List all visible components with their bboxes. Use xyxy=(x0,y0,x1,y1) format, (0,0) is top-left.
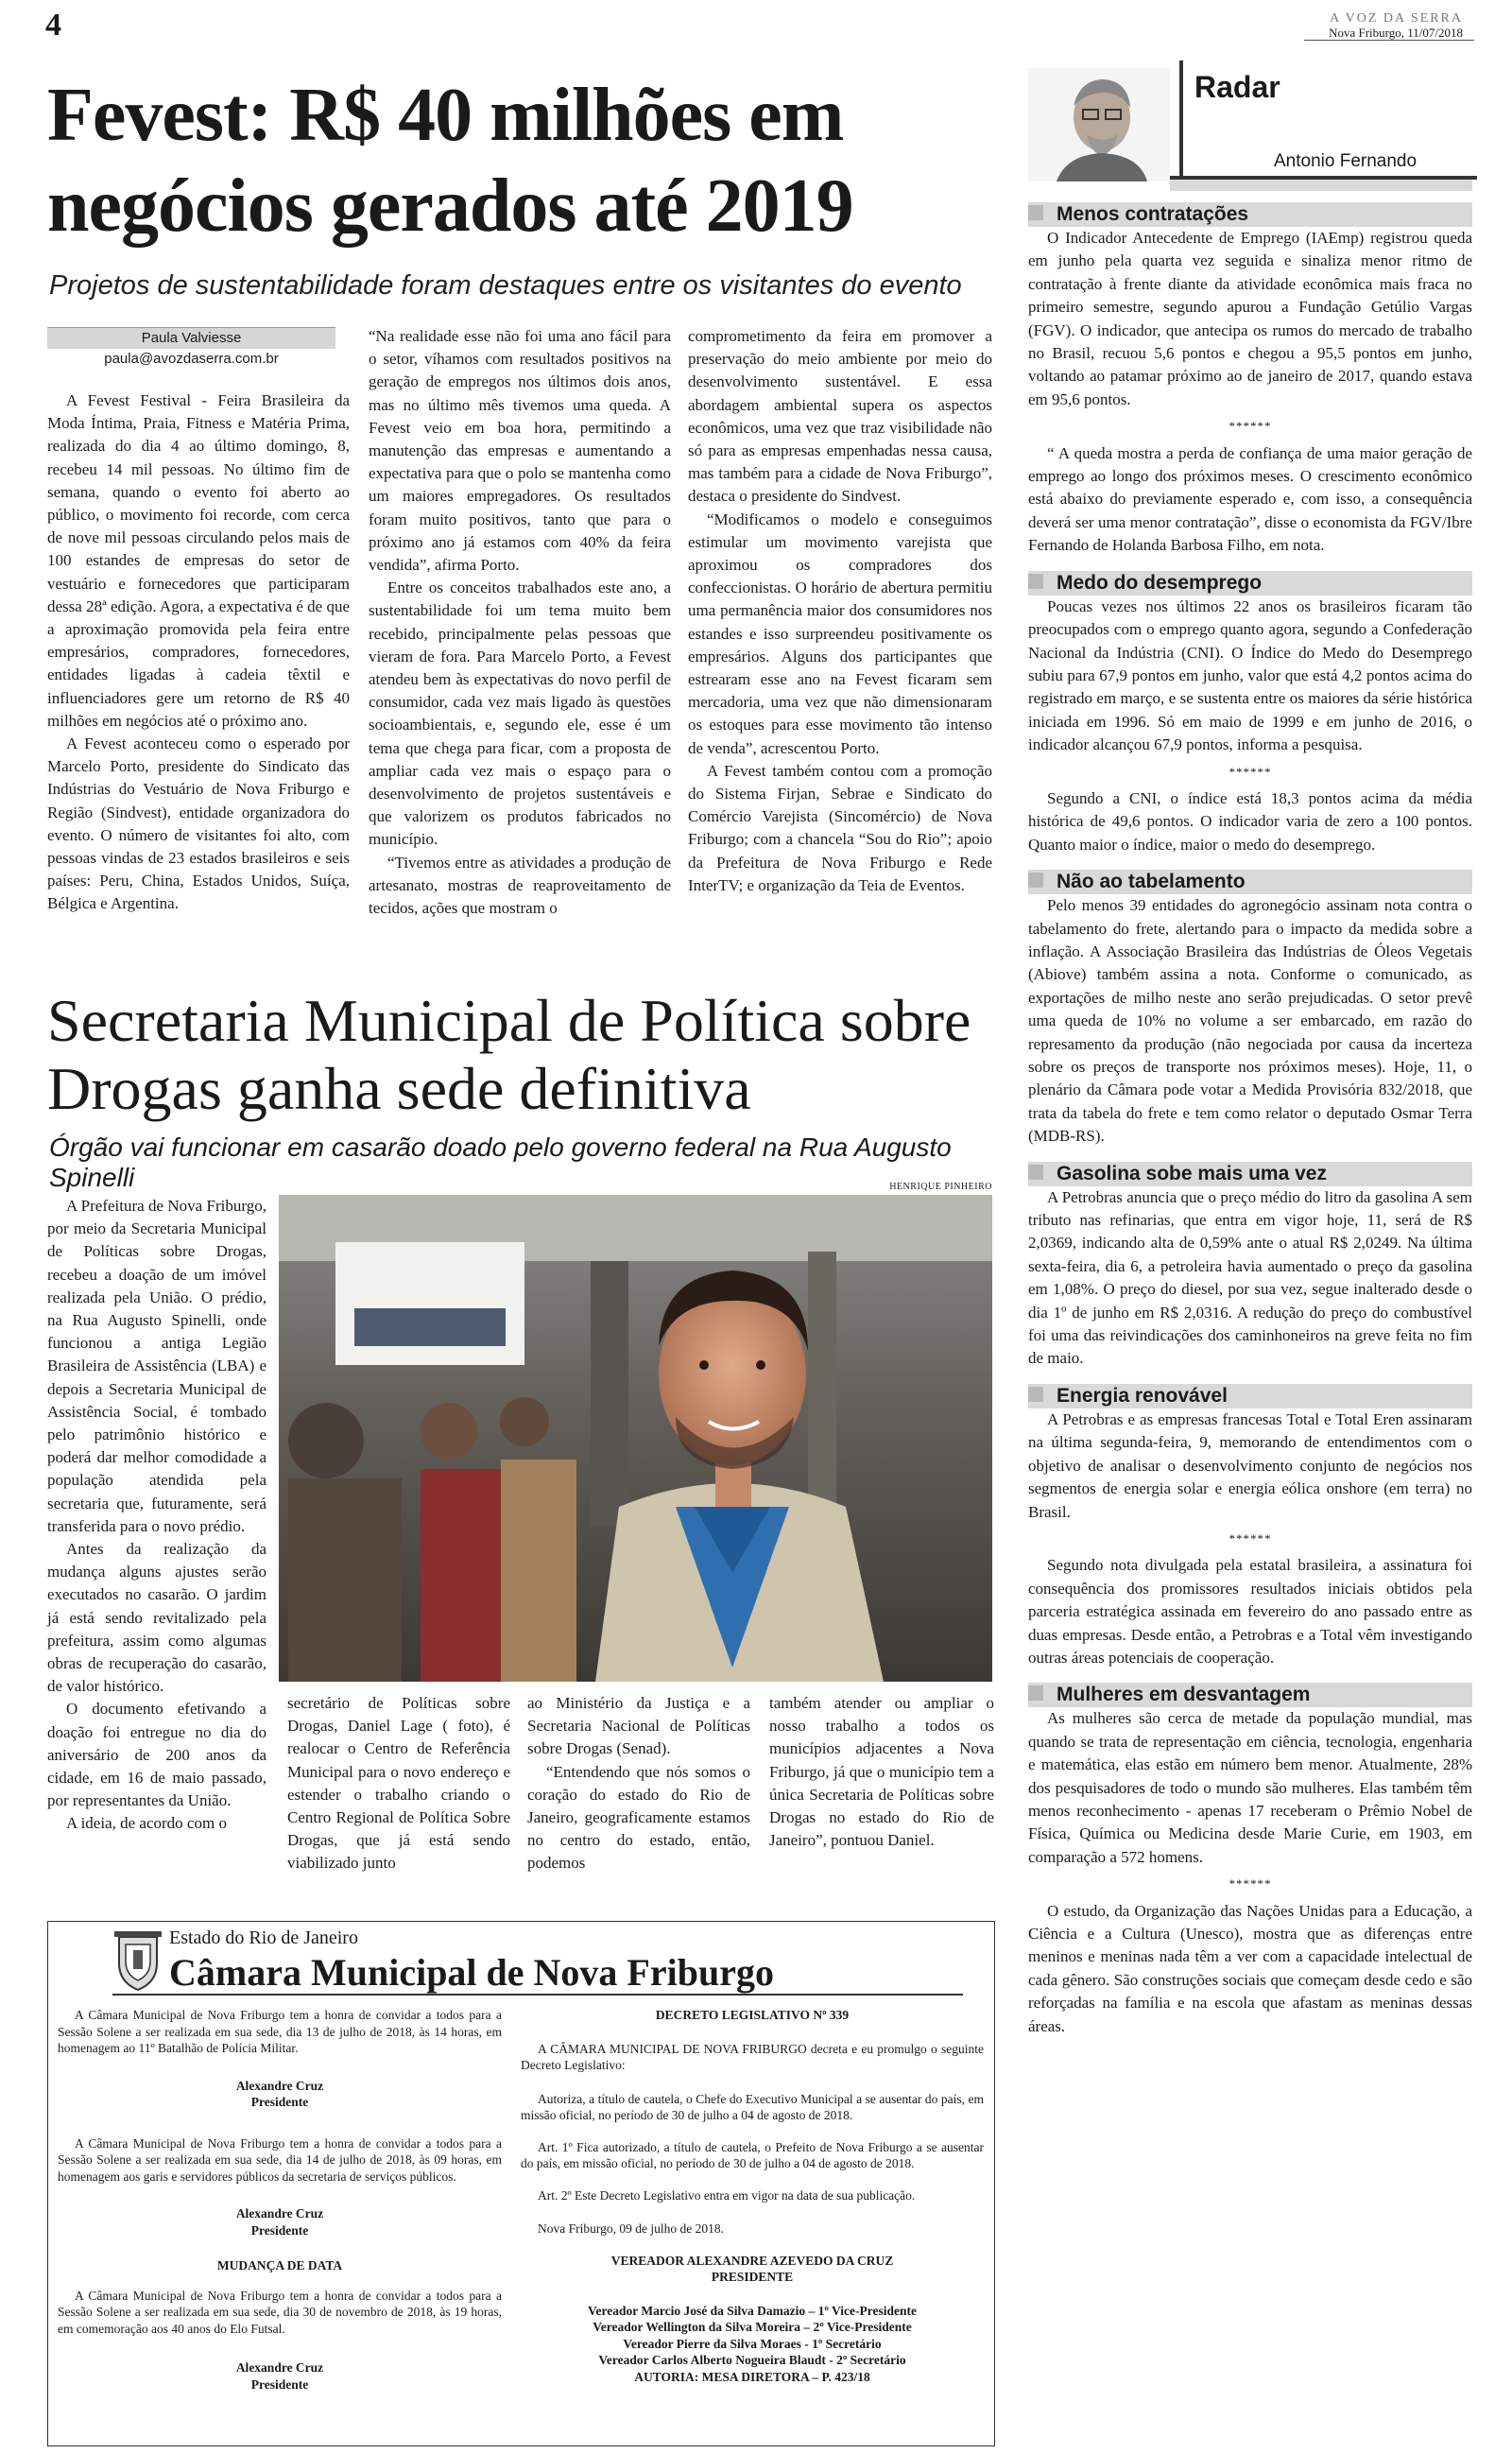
invitation-text: A Câmara Municipal de Nova Friburgo tem a honra de convidar a todos para a Sessão Solene a ser realizada em sua sede, dia 13 de julho de 2018, às 14 horas, em homenagem ao 11º Batalhão de Polícia Militar. xyxy=(58,2008,502,2055)
article1-headline: Fevest: R$ 40 milhões em negócios gerados até 2019 xyxy=(47,74,853,248)
notice-divider xyxy=(112,1994,963,1996)
paragraph: A Fevest aconteceu como o esperado por Marcelo Porto, presidente do Sindicato das Indústrias do Vestuário de Nova Friburgo e Região (Sindvest), entidade organizadora do evento. O número de visitantes foi alto, com pessoas vindas de 23 estados brasileiros e seis países: Peru, China, Estados Unidos, Suíça, Bélgica e Argentina. xyxy=(47,734,350,913)
paragraph: A Prefeitura de Nova Friburgo, por meio da Secretaria Municipal de Políticas sobre Drogas, recebeu a doação de um imóvel realizada pela União. O prédio, na Rua Augusto Spinelli, onde funcionou a antiga Legião Brasileira de Assistência (LBA) e depois a Secretaria Municipal de Assistência Social, é tombado pelo patrimônio histórico e poderá dar melhor comodidade a população atendida pela secretaria que, futuramente, será transferida para o novo prédio. xyxy=(47,1197,266,1535)
board-list xyxy=(521,2303,984,2386)
author-name: Paula Valviesse xyxy=(47,327,335,349)
article2-column-1 xyxy=(47,1195,266,1836)
decree-signature-title: PRESIDENTE xyxy=(711,2270,794,2284)
notice-left-column xyxy=(58,2007,502,2393)
board-member: Vereador Wellington da Silva Moreira – 2º Vice-Presidente xyxy=(593,2320,912,2334)
paragraph: As mulheres são cerca de metade da população mundial, mas quando se trata de representação em ciência, tecnologia, engenharia e matemática, elas estão em número bem menor. Atualmente, 28% dos pesquisadores de todo o mundo são mulheres. Elas também têm menos reconhecimento - apenas 17 receberam o Prêmio Nobel de Física, Química ou Medicina desde Marie Curie, em 1903, em comparação a 572 homens. xyxy=(1028,1709,1472,1866)
article1-column-3 xyxy=(688,325,992,897)
invitation-text: A Câmara Municipal de Nova Friburgo tem a honra de convidar a todos para a Sessão Solene a ser realizada em sua sede, dia 14 de julho de 2018, às 09 horas, em homenagem aos garis e servidores públicos da secretaria de serviços públicos. xyxy=(58,2135,502,2184)
paragraph: “Entendendo que nós somos o coração do estado do Rio de Janeiro, geograficamente estamos no centro do estado, então, podemos xyxy=(527,1762,750,1873)
paragraph: Segundo a CNI, o índice está 18,3 pontos acima da média histórica de 49,6 pontos. O indicador varia de zero a 100 pontos. Quanto maior o índice, maior o medo do desemprego. xyxy=(1028,788,1472,854)
board-member: Vereador Pierre da Silva Moraes - 1º Secretário xyxy=(623,2336,882,2351)
paragraph: A Fevest Festival - Feira Brasileira da Moda Íntima, Praia, Fitness e Matéria Prima, realizada do dia 4 ao último domingo, 8, recebeu 14 mil pessoas. No último fim de semana, quando o evento foi aberto ao público, o movimento foi recorde, com cerca de nove mil pessoas circulando pelos mais de 100 estandes de empresas do setor de vestuário e fornecedores que participaram dessa 28ª edição. Agora, a expectativa é de que a aproximação promovida pela feira entre empresários, compradores, fornecedores, entidades ligadas à cadeia têxtil e influenciadores gere um retorno de R$ 40 milhões em negócios até o próximo ano. xyxy=(47,391,350,730)
paragraph: A Petrobras anuncia que o preço médio do litro da gasolina A sem tributo nas refinarias, que entra em vigor hoje, 11, será de R$ 2,0369, indicando alta de 0,59% ante o atual R$ 2,0249. Na última sexta-feira, dia 6, a petroleira havia aumentado o preço da gasolina em 1,08%. O preço do diesel, por sua vez, segue inalterado desde o dia 1º de junho em R$ 2,0316. A redução do preço do combustível foi uma das reivindicações dos caminhoneiros na greve feita no fim de maio. xyxy=(1028,1187,1472,1368)
paragraph: Poucas vezes nos últimos 22 anos os brasileiros ficaram tão preocupados com o emprego quanto agora, segundo a Confederação Nacional da Indústria (CNI). O Índice do Medo do Desemprego subiu para 67,9 pontos em junho, valor que está 4,2 pontos acima do registrado em março, e se sustenta entre os maiores da série histórica iniciada em 1996. Só em maio de 1999 e em junho de 2016, o indicador alcançou 67,9 pontos, informa a pesquisa. xyxy=(1028,596,1472,754)
newspaper-name: A VOZ DA SERRA xyxy=(1330,11,1463,26)
paragraph: “Tivemos entre as atividades a produção de artesanato, mostras de reaproveitamento de tecidos, ações que mostram o xyxy=(369,853,671,918)
photo-credit: HENRIQUE PINHEIRO xyxy=(889,1182,992,1192)
paragraph: Antes da realização da mudança alguns ajustes serão executados no casarão. O jardim já está sendo revitalizado pela prefeitura, assim como algumas obras de recuperação do casarão, de valor histórico. xyxy=(47,1540,266,1696)
radar-section-title: Mulheres em desvantagem xyxy=(1028,1683,1472,1707)
signature-title: Presidente xyxy=(250,2095,309,2109)
decree-article-1: Art. 1º Fica autorizado, a título de cautela, o Prefeito de Nova Friburgo a se ausentar do país, em missão oficial, no período de 30 de julho a 04 de agosto de 2018. xyxy=(521,2139,984,2170)
radar-title: Radar xyxy=(1194,70,1280,104)
paragraph: A Fevest também contou com a promoção do Sistema Firjan, Sebrae e Sindicato do Comércio Varejista (Sincomércio) de Nova Friburgo; com a chancela “Sou do Rio”; apoio da Prefeitura de Nova Friburgo e Rede InterTV; e organização da Teia de Eventos. xyxy=(688,761,992,894)
paragraph: ao Ministério da Justiça e a Secretaria Nacional de Políticas sobre Drogas (Senad). xyxy=(527,1694,750,1758)
radar-section-body xyxy=(1028,596,1472,856)
paragraph: secretário de Políticas sobre Drogas, Daniel Lage ( foto), é realocar o Centro de Referência Municipal para o novo endereço e estender o trabalho criando o Centro Regional de Política Sobre Drogas, que já está sendo viabilizado junto xyxy=(287,1694,510,1873)
signature-name: Alexandre Cruz xyxy=(235,2206,324,2221)
article2-photo xyxy=(279,1195,992,1682)
date-change-title: MUDANÇA DE DATA xyxy=(216,2258,343,2273)
article2-column-4 xyxy=(769,1692,994,1852)
paragraph: “Modificamos o modelo e conseguimos estimular um movimento varejista que aproximou os compradores dos confeccionistas. O horário de abertura permitiu uma permanência maior dos consumidores nos estandes e isso surpreendeu positivamente os empresários. Alguns dos participantes que estrearam esse ano na Fevest ficaram sem mercadoria, uma vez que não dimensionaram os estoques para esse movimento tão intenso de venda”, acrescentou Porto. xyxy=(688,510,992,757)
paragraph: Pelo menos 39 entidades do agronegócio assinam nota contra o tabelamento do frete, alertando para o impacto da medida sobre a inflação. A Associação Brasileira das Indústrias de Óleos Vegetais (Abiove) também assina a nota. Conforme o comunicado, as exportações de milho neste ano serão prejudicadas. O setor prevê uma queda de 10% no volume a ser embarcado, em razão do represamento da produção (não negociada por causa da incerteza sobre os preços de transporte nos próximos meses). Hoje, 11, o plenário da Câmara pode votar a Medida Provisória 832/2018, que trata da tabela do frete e tem como relator o deputado Osmar Terra (MDB-RS). xyxy=(1028,896,1472,1146)
paragraph: A ideia, de acordo com o xyxy=(66,1814,227,1833)
signature-title: Presidente xyxy=(250,2222,309,2238)
radar-section-title: Gasolina sobe mais uma vez xyxy=(1028,1162,1472,1186)
decree-date: Nova Friburgo, 09 de julho de 2018. xyxy=(538,2221,724,2236)
dateline: Nova Friburgo, 11/07/2018 xyxy=(1329,26,1463,40)
notice-title: Câmara Municipal de Nova Friburgo xyxy=(169,1951,774,1994)
masthead xyxy=(1329,11,1463,40)
decree-article-2: Art. 2º Este Decreto Legislativo entra em vigor na data de sua publicação. xyxy=(538,2187,916,2203)
separator: ****** xyxy=(1228,764,1272,779)
paragraph: O Indicador Antecedente de Emprego (IAEmp) registrou queda em junho pela quarta vez seguida e sinaliza menor ritmo de contratação à frente diante da atividade econômica mais fraca no primeiro semestre, segundo apurou a Fundação Getúlio Vargas (FGV). O indicador, que antecipa os rumos do mercado de trabalho no Brasil, recuou 5,6 pontos e chegou a 95,5 pontos em junho, voltando ao patamar próximo ao de janeiro de 2017, quando estava em 95,6 pontos. xyxy=(1028,229,1472,408)
board-member: Vereador Carlos Alberto Nogueira Blaudt - 2º Secretário xyxy=(598,2353,906,2367)
paragraph: também atender ou ampliar o nosso trabalho a todos os municípios adjacentes a Nova Friburgo, já que o município tem a única Secretaria de Políticas sobre Drogas no estado do Rio de Janeiro”, pontuou Daniel. xyxy=(769,1694,994,1850)
radar-header xyxy=(1028,60,1472,202)
paragraph: “Na realidade esse não foi uma ano fácil para o setor, víhamos com resultados positivos na geração de empregos nos últimos dois anos, mas no último mês tivemos uma queda. A Fevest veio em boa hora, permitindo a manutenção das empresas e aumentando a expectativa para que o polo se mantenha como um maiores empregadores. Os resultados foram muito positivos, tanto que para o próximo ano já estamos com 40% da feira vendida”, afirma Porto. xyxy=(369,327,671,575)
decree-summary: Autoriza, a título de cautela, o Chefe do Executivo Municipal a se ausentar do país, em missão oficial, no período de 30 de julho a 04 de agosto de 2018. xyxy=(521,2091,984,2122)
decree-column xyxy=(521,2007,984,2385)
invitation-text: A Câmara Municipal de Nova Friburgo tem a honra de convidar a todos para a Sessão Solene a ser realizada em sua sede, dia 30 de novembro de 2018, às 19 horas, em comemoração aos 40 anos do Elo Futsal. xyxy=(58,2288,502,2336)
article1-subhead: Projetos de sustentabilidade foram destaques entre os visitantes do evento xyxy=(49,270,962,301)
radar-section-title: Menos contratações xyxy=(1028,202,1472,227)
article2-headline: Secretaria Municipal de Política sobre Drogas ganha sede definitiva xyxy=(47,987,971,1122)
paragraph: O documento efetivando a doação foi entregue no dia do aniversário de 200 anos da cidade, em 16 de maio passado, por representantes da União. xyxy=(47,1700,266,1810)
radar-section-title: Energia renovável xyxy=(1028,1384,1472,1408)
radar-section-body xyxy=(1028,1186,1472,1371)
decree-intro: A CÂMARA MUNICIPAL DE NOVA FRIBURGO decreta e eu promulgo o seguinte Decreto Legislativo: xyxy=(521,2041,984,2072)
paragraph: Entre os conceitos trabalhados este ano, a sustentabilidade foi um tema muito bem recebido, principalmente pelas pessoas que vieram de fora. Para Marcelo Porto, a Fevest atendeu bem às expectativas do novo perfil de consumidor, cada vez mais ligado às questões socioambientais, e, segundo ele, esse é um tema que chega para ficar, com a proposta de ampliar cada vez mais o espaço para o desenvolvimento de projetos sustentáveis e que valorizem os produtos fabricados no município. xyxy=(369,579,671,849)
masthead-rule xyxy=(1304,40,1474,41)
article1-column-1 xyxy=(47,389,350,916)
notice-state: Estado do Rio de Janeiro xyxy=(169,1927,358,1948)
radar-section-body xyxy=(1028,227,1472,558)
signature-title: Presidente xyxy=(250,2376,309,2392)
authorship: AUTORIA: MESA DIRETORA – P. 423/18 xyxy=(634,2369,870,2384)
signature-name: Alexandre Cruz xyxy=(235,2078,324,2093)
article2-column-3 xyxy=(527,1692,750,1875)
paragraph: A Petrobras e as empresas francesas Total e Total Eren assinaram na última segunda-feira, 9, memorando de entendimentos com o objetivo de analisar o desenvolvimento conjunto de negócios nos segmentos de energia solar e energia eólica onshore (em terra) no Brasil. xyxy=(1028,1409,1472,1521)
radar-section-body xyxy=(1028,894,1472,1148)
decree-signature-name: VEREADOR ALEXANDRE AZEVEDO DA CRUZ xyxy=(610,2253,894,2268)
article1-column-2 xyxy=(369,325,671,920)
separator: ****** xyxy=(1228,1876,1272,1892)
radar-column xyxy=(1028,189,1472,2038)
radar-section-title: Não ao tabelamento xyxy=(1028,870,1472,894)
radar-section-title: Medo do desemprego xyxy=(1028,571,1472,596)
columnist-name: Antonio Fernando xyxy=(1274,151,1418,171)
radar-section-body xyxy=(1028,1408,1472,1669)
signature-name: Alexandre Cruz xyxy=(235,2360,324,2375)
byline xyxy=(47,327,335,370)
board-member: Vereador Marcio José da Silva Damazio – 1º Vice-Presidente xyxy=(588,2303,917,2318)
paragraph: comprometimento da feira em promover a preservação do meio ambiente por meio do desenvolvimento sustentável. E essa abordagem ambiental supera os aspectos econômicos, uma vez que traz visibilidade não só para as empresas empenhadas nessa causa, mas também para a cidade de Nova Friburgo”, destaca o presidente do Sindvest. xyxy=(688,327,992,506)
paragraph: Segundo nota divulgada pela estatal brasileira, a assinatura foi consequência dos promissores resultados iniciais obtidos pela parceria estratégica assinada em fevereiro do ano passado entre as duas empresas. Desde então, a Petrobras e a Total vêm investigando outras áreas potenciais de cooperação. xyxy=(1028,1556,1472,1667)
coat-of-arms-icon xyxy=(105,1927,171,1994)
radar-divider xyxy=(1179,60,1183,176)
article2-column-2 xyxy=(287,1692,510,1875)
chamber-notice-box xyxy=(47,1921,995,2446)
article2-subhead: Órgão vai funcionar em casarão doado pelo governo federal na Rua Augusto Spinelli xyxy=(49,1132,952,1192)
paragraph: O estudo, da Organização das Nações Unidas para a Educação, a Ciência e a Cultura (Unesco), mostra que as diferenças entre meninos e meninas nada têm a ver com a capacidade intelectual de cada gênero. São construções sociais que começam desde cedo e são reforçadas na família e na escola que afastam as meninas dessas áreas. xyxy=(1028,1901,1472,2035)
paragraph: “ A queda mostra a perda de confiança de uma maior geração de emprego ao longo dos próximos meses. O crescimento econômico está abaixo do previamente esperado e, com isso, a consequência deverá ser uma menor contratação”, disse o economista da FGV/Ibre Fernando de Holanda Barbosa Filho, em nota. xyxy=(1028,443,1472,555)
separator: ****** xyxy=(1228,419,1272,434)
separator: ****** xyxy=(1228,1530,1272,1546)
radar-section-body xyxy=(1028,1707,1472,2038)
decree-title: DECRETO LEGISLATIVO Nº 339 xyxy=(655,2008,850,2022)
page-number: 4 xyxy=(45,8,61,43)
author-email[interactable]: paula@avozdaserra.com.br xyxy=(104,351,279,367)
portrait-photo xyxy=(279,1195,992,1682)
columnist-avatar xyxy=(1028,68,1170,181)
